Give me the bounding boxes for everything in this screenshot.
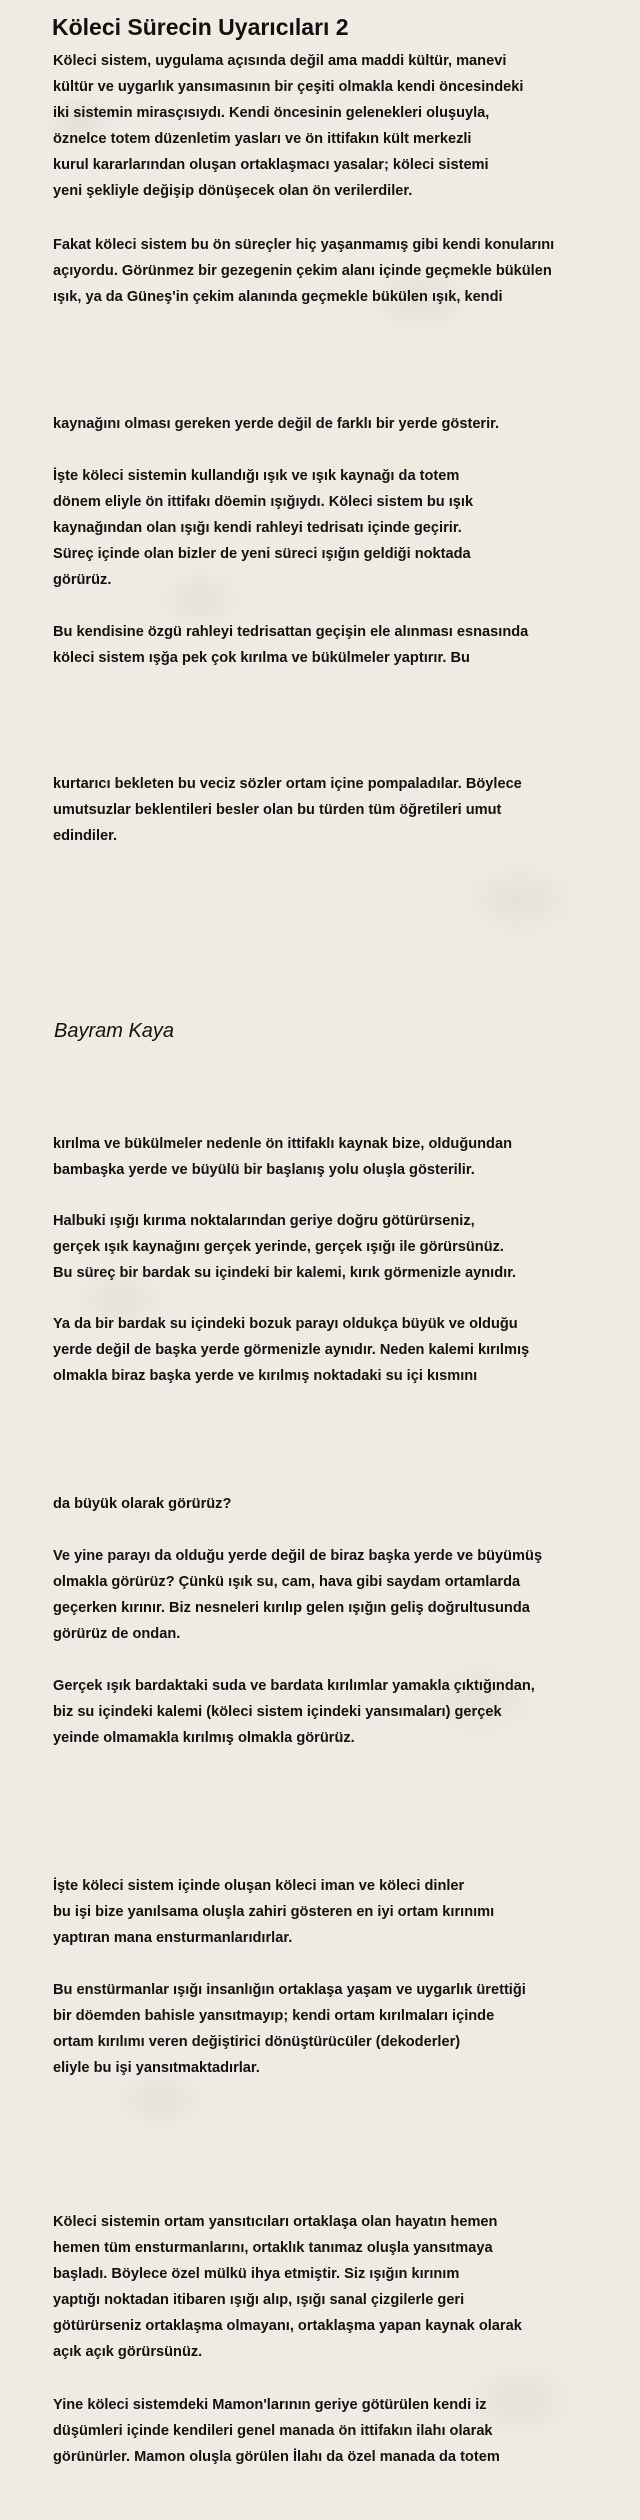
- text-line: yaptığı noktadan itibaren ışığı alıp, ışığı sanal çizgilerle geri: [53, 2292, 465, 2308]
- paragraph: [53, 48, 623, 204]
- text-line: açıyordu. Görünmez bir gezegenin çekim alanı içinde geçmekle bükülen: [53, 263, 552, 279]
- paragraph: [53, 1208, 623, 1286]
- text-line: eliyle bu işi yansıtmaktadırlar.: [53, 2060, 260, 2076]
- text-line: Yine köleci sistemdeki Mamon'larının geriye götürülen kendi iz: [53, 2397, 487, 2413]
- text-line: görünürler. Mamon oluşla görülen İlahı da özel manada da totem: [53, 2449, 500, 2465]
- text-line: Bu kendisine özgü rahleyi tedrisattan geçişin ele alınması esnasında: [53, 624, 529, 640]
- text-line: bir döemden bahisle yansıtmayıp; kendi ortam kırılmaları içinde: [53, 2008, 495, 2024]
- text-line: kurtarıcı bekleten bu veciz sözler ortam içine pompaladılar. Böylece: [53, 776, 522, 792]
- text-line: yeni şekliyle değişip dönüşecek olan ön verilerdiler.: [53, 183, 413, 199]
- text-line: düşümleri içinde kendileri genel manada ön ittifakın ilahı olarak: [53, 2423, 493, 2439]
- text-line: gerçek ışık kaynağını gerçek yerinde, gerçek ışığı ile görürsünüz.: [53, 1239, 504, 1255]
- text-line: görürüz.: [53, 572, 112, 588]
- text-line: olmakla görürüz? Çünkü ışık su, cam, hava gibi saydam ortamlarda: [53, 1574, 521, 1590]
- page-title: Köleci Sürecin Uyarıcıları 2: [52, 14, 349, 40]
- paragraph: [53, 1873, 623, 1951]
- paragraph: [53, 1491, 623, 1517]
- paragraph: [53, 463, 623, 593]
- text-line: iki sistemin mirasçısıydı. Kendi öncesinin gelenekleri oluşuyla,: [53, 105, 490, 121]
- text-line: bambaşka yerde ve büyülü bir başlanış yolu oluşla gösterilir.: [53, 1162, 475, 1178]
- text-line: Köleci sistemin ortam yansıtıcıları ortaklaşa olan hayatın hemen: [53, 2214, 498, 2230]
- text-line: geçerken kırınır. Biz nesneleri kırılıp gelen ışığın geliş doğrultusunda: [53, 1600, 530, 1616]
- paragraph: [53, 411, 623, 437]
- text-line: öznelce totem düzenletim yasları ve ön ittifakın kült merkezli: [53, 131, 472, 147]
- paragraph: [53, 619, 623, 671]
- text-line: Süreç içinde olan bizler de yeni süreci ışığın geldiği noktada: [53, 546, 471, 562]
- text-line: İşte köleci sistemin kullandığı ışık ve ışık kaynağı da totem: [53, 468, 460, 484]
- text-line: açık açık görürsünüz.: [53, 2344, 203, 2360]
- text-line: olmakla biraz başka yerde ve kırılmış noktadaki su içi kısmını: [53, 1368, 478, 1384]
- text-line: ortam kırılımı veren değiştirici dönüştürücüler (dekoderler): [53, 2034, 461, 2050]
- paragraph: [53, 1673, 623, 1751]
- paragraph: [53, 2209, 623, 2365]
- text-line: edindiler.: [53, 828, 118, 844]
- text-line: Fakat köleci sistem bu ön süreçler hiç yaşanmamış gibi kendi konularını: [53, 237, 555, 253]
- text-line: Gerçek ışık bardaktaki suda ve bardata kırılımlar yamakla çıktığından,: [53, 1678, 535, 1694]
- text-line: kırılma ve bükülmeler nedenle ön ittifaklı kaynak bize, olduğundan: [53, 1136, 513, 1152]
- text-line: Köleci sistem, uygulama açısında değil ama maddi kültür, manevi: [53, 53, 507, 69]
- text-line: ışık, ya da Güneş'in çekim alanında geçmekle bükülen ışık, kendi: [53, 289, 503, 305]
- paragraph: [53, 2392, 623, 2470]
- text-line: kültür ve uygarlık yansımasının bir çeşiti olmakla kendi öncesindeki: [53, 79, 524, 95]
- text-line: yerde değil de başka yerde görmenizle aynıdır. Neden kalemi kırılmış: [53, 1342, 530, 1358]
- text-line: Ya da bir bardak su içindeki bozuk parayı oldukça büyük ve olduğu: [53, 1316, 518, 1332]
- text-line: bu işi bize yanılsama oluşla zahiri gösteren en iyi ortam kırınımı: [53, 1904, 495, 1920]
- text-line: biz su içindeki kalemi (köleci sistem içindeki yansımaları) gerçek: [53, 1704, 502, 1720]
- text-line: kaynağını olması gereken yerde değil de farklı bir yerde gösterir.: [53, 416, 500, 432]
- text-line: Bu süreç bir bardak su içindeki bir kalemi, kırık görmenizle aynıdır.: [53, 1265, 517, 1281]
- text-line: umutsuzlar beklentileri besler olan bu türden tüm öğretileri umut: [53, 802, 502, 818]
- text-line: Ve yine parayı da olduğu yerde değil de biraz başka yerde ve büyümüş: [53, 1548, 543, 1564]
- text-line: başladı. Böylece özel mülkü ihya etmiştir. Siz ışığın kırınım: [53, 2266, 460, 2282]
- paragraph: [53, 1543, 623, 1647]
- text-line: da büyük olarak görürüz?: [53, 1496, 232, 1512]
- text-line: yeinde olmamakla kırılmış olmakla görürüz.: [53, 1730, 355, 1746]
- author-signature: Bayram Kaya: [54, 1020, 175, 1042]
- paragraph: [53, 771, 623, 849]
- paragraph: [53, 1311, 623, 1389]
- paragraph: [53, 232, 623, 310]
- text-line: Bu enstürmanlar ışığı insanlığın ortaklaşa yaşam ve uygarlık ürettiği: [53, 1982, 526, 1998]
- paragraph: [53, 1977, 623, 2081]
- text-line: hemen tüm ensturmanlarını, ortaklık tanımaz oluşla yansıtmaya: [53, 2240, 493, 2256]
- text-line: kaynağından olan ışığı kendi rahleyi tedrisatı içinde geçirir.: [53, 520, 462, 536]
- text-line: görürüz de ondan.: [53, 1626, 181, 1642]
- text-line: İşte köleci sistem içinde oluşan köleci iman ve köleci dinler: [53, 1878, 465, 1894]
- text-line: dönem eliyle ön ittifakı döemin ışığıydı. Köleci sistem bu ışık: [53, 494, 474, 510]
- text-line: yaptıran mana ensturmanlarıdırlar.: [53, 1930, 293, 1946]
- text-line: kurul kararlarından oluşan ortaklaşmacı yasalar; köleci sistemi: [53, 157, 489, 173]
- text-line: Halbuki ışığı kırıma noktalarından geriye doğru götürürseniz,: [53, 1213, 475, 1229]
- paragraph: [53, 1131, 623, 1183]
- text-line: götürürseniz ortaklaşma olmayanı, ortaklaşma yapan kaynak olarak: [53, 2318, 522, 2334]
- text-line: köleci sistem ışğa pek çok kırılma ve bükülmeler yaptırır. Bu: [53, 650, 470, 666]
